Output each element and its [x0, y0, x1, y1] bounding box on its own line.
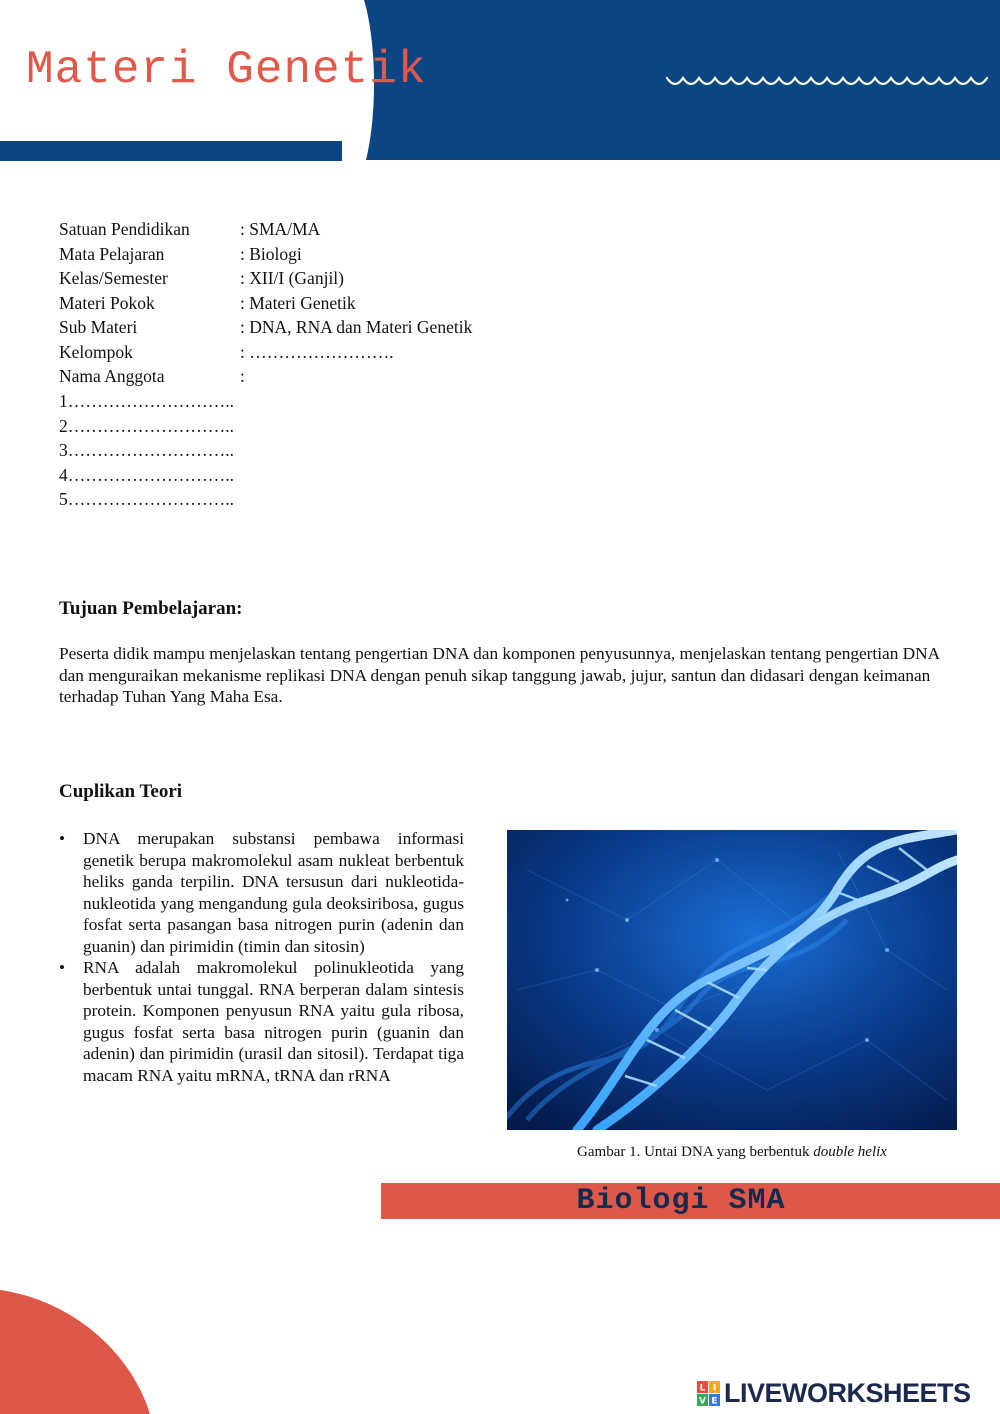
- info-label: Satuan Pendidikan: [59, 219, 190, 239]
- teori-item-text: RNA adalah makromolekul polinukleotida yang berbentuk untai tunggal. RNA berperan dalam sintesis protein. Komponen penyusun RNA yaitu gula ribosa, gugus fosfat serta basa nitrogen purin (guanin dan adenin) dan pirimidin (urasil dan sitosil). Terdapat tiga macam RNA yaitu mRNA, tRNA dan rRNA: [83, 958, 464, 1085]
- info-row-kelompok: [59, 340, 472, 365]
- list-item: [59, 828, 464, 957]
- logo-cube-icon: [697, 1381, 721, 1407]
- page-title: Materi Genetik: [26, 44, 427, 96]
- caption-text: Gambar 1. Untai DNA yang berbentuk: [577, 1144, 814, 1160]
- cube-letter: E: [711, 1396, 718, 1406]
- info-value: :: [240, 366, 245, 386]
- bullet-icon: •: [59, 958, 66, 977]
- member-field-1[interactable]: 1………………………..: [59, 391, 234, 411]
- dna-double-helix-image: [507, 830, 957, 1130]
- bullet-icon: •: [59, 829, 66, 848]
- info-row: [59, 291, 472, 316]
- info-value: : SMA/MA: [240, 219, 321, 239]
- liveworksheets-logo[interactable]: [697, 1378, 971, 1409]
- info-label: Sub Materi: [59, 317, 138, 337]
- teori-item-text: DNA merupakan substansi pembawa informasi genetik berupa makromolekul asam nukleat berbentuk heliks ganda terpilin. DNA tersusun dari nukleotida-nukleotida yang mengandung gula deoksiribosa, gugus fosfat serta pasangan basa nitrogen purin (adenin dan guanin) dan pirimidin (timin dan sitosin): [83, 829, 464, 956]
- member-field-2[interactable]: 2………………………..: [59, 415, 234, 436]
- member-field-3[interactable]: 3………………………..: [59, 440, 234, 460]
- footer-label: Biologi SMA: [576, 1184, 786, 1218]
- info-row: [59, 315, 472, 340]
- corner-decoration: [0, 1290, 160, 1414]
- header-accent-bar: [0, 141, 342, 161]
- teori-heading: Cuplikan Teori: [59, 781, 183, 802]
- cube-letter: I: [712, 1383, 717, 1393]
- tujuan-heading: Tujuan Pembelajaran:: [59, 598, 243, 619]
- cube-letter: V: [699, 1396, 706, 1406]
- figure-caption: [507, 1144, 957, 1161]
- info-value: : XII/I (Ganjil): [240, 268, 344, 288]
- info-row-anggota: [59, 364, 472, 389]
- member-field-5[interactable]: 5………………………..: [59, 489, 234, 509]
- member-field-4[interactable]: 4………………………..: [59, 464, 234, 485]
- info-row: [59, 266, 472, 291]
- list-item: [59, 957, 464, 1086]
- info-label: Materi Pokok: [59, 292, 155, 313]
- info-value: : Biologi: [240, 243, 302, 264]
- kelompok-field[interactable]: : …………………….: [240, 341, 394, 362]
- info-label: Kelompok: [59, 341, 133, 362]
- info-row: [59, 217, 472, 242]
- wave-decoration: [665, 66, 999, 90]
- info-value: : DNA, RNA dan Materi Genetik: [240, 317, 473, 337]
- info-label: Nama Anggota: [59, 366, 165, 386]
- tujuan-text: Peserta didik mampu menjelaskan tentang pengertian DNA dan komponen penyusunnya, menjelaskan tentang pengertian DNA dan menguraikan mekanisme replikasi DNA dengan penuh sikap tanggung jawab, jujur, santun dan didasari dengan keimanan terhadap Tuhan Yang Maha Esa.: [59, 644, 940, 706]
- info-label: Kelas/Semester: [59, 268, 168, 288]
- footer-bar: [381, 1183, 1000, 1219]
- cube-letter: L: [699, 1383, 706, 1393]
- info-label: Mata Pelajaran: [59, 243, 165, 264]
- info-row: [59, 242, 472, 267]
- identity-info: [59, 217, 472, 389]
- member-list: [59, 389, 234, 512]
- teori-list: [59, 828, 464, 1086]
- info-value: : Materi Genetik: [240, 292, 356, 313]
- caption-italic: double helix: [813, 1144, 887, 1160]
- logo-text: LIVEWORKSHEETS: [724, 1378, 971, 1408]
